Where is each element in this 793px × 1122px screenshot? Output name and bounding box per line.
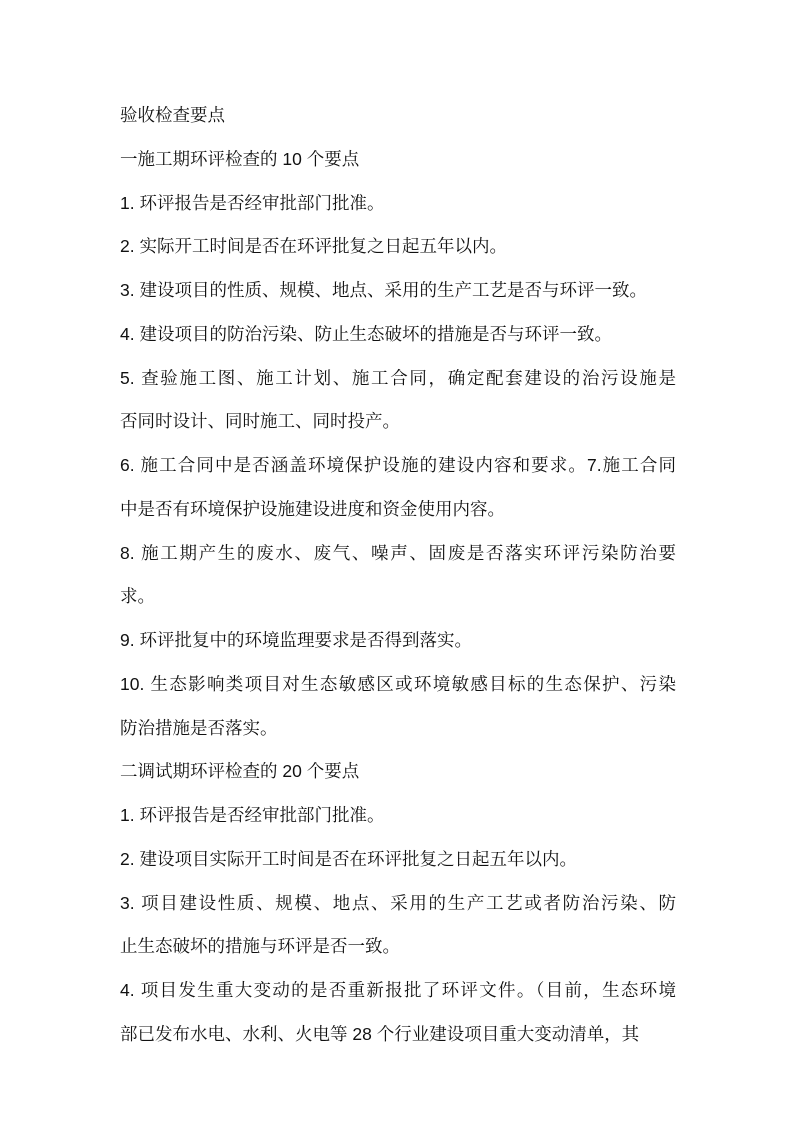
paragraph-line: 3. 项目建设性质、规模、地点、采用的生产工艺或者防治污染、防	[120, 892, 676, 913]
document-body	[120, 101, 676, 1064]
paragraph-line: 4. 项目发生重大变动的是否重新报批了环评文件。（目前，生态环境	[120, 980, 676, 1000]
section-1-items	[120, 189, 676, 758]
document-title: 验收检查要点	[120, 105, 225, 125]
list-item	[120, 889, 676, 977]
paragraph-line: 3. 建设项目的性质、规模、地点、采用的生产工艺是否与环评一致。	[120, 280, 647, 300]
paragraph-line: 9. 环评批复中的环境监理要求是否得到落实。	[120, 630, 472, 650]
paragraph-line: 1. 环评报告是否经审批部门批准。	[120, 805, 385, 825]
paragraph-line: 2. 建设项目实际开工时间是否在环评批复之日起五年以内。	[120, 848, 577, 869]
list-item	[120, 189, 676, 233]
section-heading: 二调试期环评检查的 20 个要点	[120, 761, 360, 782]
paragraph-line: 中是否有环境保护设施建设进度和资金使用内容。	[120, 498, 505, 519]
paragraph-line: 止生态破坏的措施与环评是否一致。	[120, 936, 400, 957]
paragraph-line: 2. 实际开工时间是否在环评批复之日起五年以内。	[120, 236, 507, 257]
list-item	[120, 670, 676, 758]
paragraph-line: 否同时设计、同时施工、同时投产。	[120, 411, 400, 432]
paragraph-line: 6. 施工合同中是否涵盖环境保护设施的建设内容和要求。7.施工合同	[120, 455, 676, 475]
list-item	[120, 801, 676, 845]
list-item	[120, 320, 676, 364]
list-item	[120, 539, 676, 627]
list-item	[120, 232, 676, 276]
section-2-items	[120, 801, 676, 1064]
paragraph-line: 防治措施是否落实。	[120, 717, 278, 738]
paragraph-line: 8. 施工期产生的废水、废气、噪声、固废是否落实环评污染防治要	[120, 542, 676, 563]
paragraph-line: 1. 环评报告是否经审批部门批准。	[120, 192, 385, 213]
paragraph-line: 5. 查验施工图、施工计划、施工合同，确定配套建设的治污设施是	[120, 367, 676, 388]
list-item	[120, 976, 676, 1064]
list-item	[120, 451, 676, 539]
list-item	[120, 364, 676, 452]
paragraph-line: 10. 生态影响类项目对生态敏感区或环境敏感目标的生态保护、污染	[120, 673, 676, 694]
list-item	[120, 845, 676, 889]
list-item	[120, 276, 676, 320]
section-heading: 一施工期环评检查的 10 个要点	[120, 148, 360, 169]
list-item	[120, 626, 676, 670]
paragraph-line: 部已发布水电、水利、火电等 28 个行业建设项目重大变动清单，其	[120, 1023, 640, 1044]
paragraph-line: 求。	[120, 586, 155, 607]
paragraph-line: 4. 建设项目的防治污染、防止生态破坏的措施是否与环评一致。	[120, 323, 612, 344]
